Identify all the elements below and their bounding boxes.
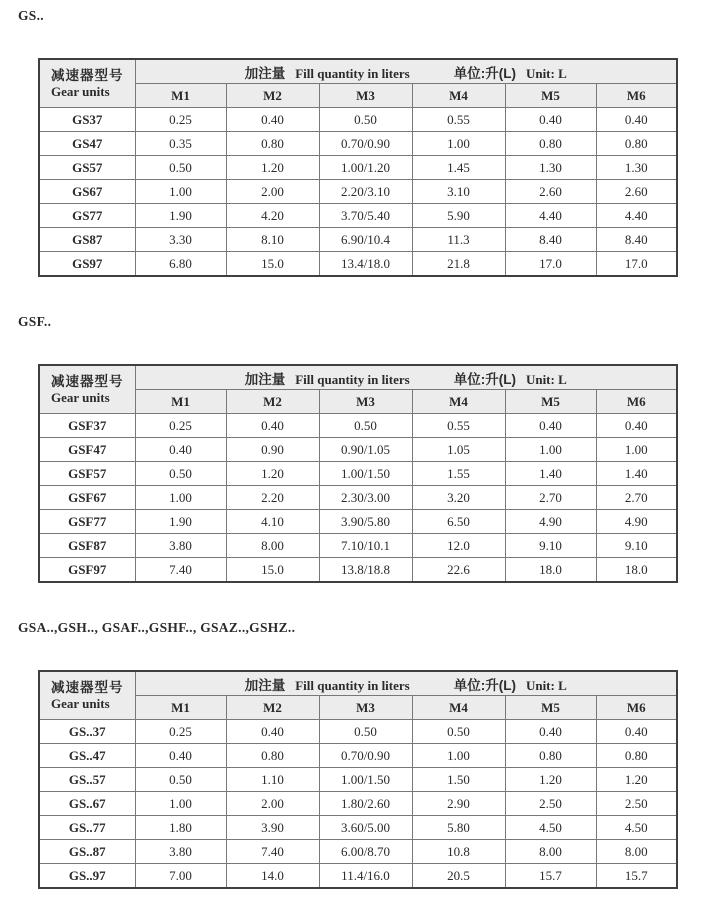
column-header-m3: M3 [319,84,412,108]
fill-value: 11.4/16.0 [319,864,412,889]
fill-value: 5.90 [412,204,505,228]
unit-label-en: Unit: L [525,371,567,387]
fill-value: 17.0 [596,252,677,277]
gear-units-label-cn: 减速器型号 [51,679,124,695]
table-header-row-1 [39,671,677,696]
fill-value: 2.70 [505,486,596,510]
fill-value: 0.70/0.90 [319,132,412,156]
column-header-m3: M3 [319,390,412,414]
model-name: GS..77 [39,816,135,840]
fill-value: 0.40 [596,720,677,744]
gear-units-header-cell [39,59,135,108]
fill-value: 0.40 [505,720,596,744]
fill-value: 21.8 [412,252,505,277]
fill-value: 0.40 [135,438,226,462]
fill-value: 22.6 [412,558,505,583]
model-name: GS87 [39,228,135,252]
gear-units-label-en: Gear units [51,83,110,99]
table-row [39,534,677,558]
gear-units-label-en: Gear units [51,389,110,405]
unit-label-en: Unit: L [525,677,567,693]
table-row [39,792,677,816]
fill-value: 1.05 [412,438,505,462]
column-header-m5: M5 [505,390,596,414]
fill-value: 10.8 [412,840,505,864]
fill-value: 1.45 [412,156,505,180]
fill-value: 0.80 [596,744,677,768]
fill-value: 5.80 [412,816,505,840]
fill-value: 18.0 [505,558,596,583]
column-header-m2: M2 [226,390,319,414]
fill-value: 15.7 [596,864,677,889]
table-row [39,744,677,768]
fill-value: 3.30 [135,228,226,252]
fill-value: 1.50 [412,768,505,792]
fill-value: 2.20 [226,486,319,510]
fill-value: 3.60/5.00 [319,816,412,840]
fill-value: 0.40 [596,108,677,132]
fill-value: 0.50 [135,462,226,486]
fill-value: 0.40 [596,414,677,438]
model-name: GS77 [39,204,135,228]
fill-quantity-header-cell [135,671,677,696]
fill-quantity-header-cell [135,59,677,84]
fill-value: 1.55 [412,462,505,486]
fill-value: 0.40 [226,720,319,744]
unit-label-en: Unit: L [525,65,567,81]
table-row [39,486,677,510]
fill-value: 2.20/3.10 [319,180,412,204]
table-header-row-1 [39,365,677,390]
fill-value: 1.90 [135,204,226,228]
fill-value: 8.00 [505,840,596,864]
fill-value: 7.40 [226,840,319,864]
fill-value: 0.50 [319,108,412,132]
fill-value: 20.5 [412,864,505,889]
gear-section [18,620,694,889]
fill-value: 0.80 [226,132,319,156]
fill-value: 18.0 [596,558,677,583]
fill-value: 1.40 [505,462,596,486]
column-header-m1: M1 [135,84,226,108]
table-row [39,438,677,462]
table-row [39,816,677,840]
fill-value: 0.90/1.05 [319,438,412,462]
fill-value: 2.70 [596,486,677,510]
fill-value: 0.55 [412,414,505,438]
fill-value: 1.00 [505,438,596,462]
fill-quantity-header-cell [135,365,677,390]
table-row [39,132,677,156]
model-name: GS57 [39,156,135,180]
column-header-m5: M5 [505,84,596,108]
fill-value: 1.20 [596,768,677,792]
table-row [39,228,677,252]
fill-value: 2.00 [226,792,319,816]
column-header-m2: M2 [226,84,319,108]
fill-value: 8.40 [505,228,596,252]
fill-value: 1.30 [596,156,677,180]
gear-units-label-cn: 减速器型号 [51,373,124,389]
fill-value: 8.40 [596,228,677,252]
column-header-m1: M1 [135,696,226,720]
fill-value: 12.0 [412,534,505,558]
column-header-row [39,696,677,720]
fill-value: 2.30/3.00 [319,486,412,510]
fill-value: 0.40 [226,108,319,132]
model-name: GS..67 [39,792,135,816]
fill-value: 1.80 [135,816,226,840]
fill-value: 4.50 [596,816,677,840]
fill-value: 8.00 [596,840,677,864]
document-page [18,8,694,889]
fill-value: 0.90 [226,438,319,462]
fill-value: 0.50 [135,156,226,180]
fill-value: 0.80 [505,132,596,156]
fill-value: 13.8/18.8 [319,558,412,583]
table-row [39,156,677,180]
model-name: GS37 [39,108,135,132]
section-title: GSA..,GSH.., GSAF..,GSHF.., GSAZ..,GSHZ.. [18,620,296,635]
fill-value: 1.00 [412,744,505,768]
fill-value: 1.80/2.60 [319,792,412,816]
fill-value: 3.80 [135,534,226,558]
fill-value: 15.0 [226,252,319,277]
fill-value: 4.20 [226,204,319,228]
model-name: GS..57 [39,768,135,792]
fill-value: 1.30 [505,156,596,180]
fill-value: 1.00 [135,180,226,204]
gear-units-header-cell [39,671,135,720]
fill-value: 6.00/8.70 [319,840,412,864]
fill-value: 13.4/18.0 [319,252,412,277]
table-row [39,204,677,228]
fill-value: 4.40 [505,204,596,228]
fill-value: 6.90/10.4 [319,228,412,252]
column-header-m4: M4 [412,696,505,720]
unit-label-cn: 单位:升(L) [453,65,516,81]
fill-quantity-table [38,364,678,583]
fill-value: 0.40 [135,744,226,768]
fill-value: 1.10 [226,768,319,792]
fill-value: 2.90 [412,792,505,816]
column-header-row [39,84,677,108]
fill-value: 4.90 [505,510,596,534]
table-row [39,864,677,889]
fill-value: 15.0 [226,558,319,583]
fill-value: 0.50 [412,720,505,744]
fill-value: 3.20 [412,486,505,510]
fill-value: 1.00 [135,792,226,816]
table-row [39,414,677,438]
fill-value: 2.50 [596,792,677,816]
fill-value: 0.40 [505,108,596,132]
model-name: GSF97 [39,558,135,583]
fill-quantity-label-en: Fill quantity in liters [295,371,410,387]
fill-value: 2.60 [596,180,677,204]
gear-units-label-cn: 减速器型号 [51,67,124,83]
fill-value: 8.00 [226,534,319,558]
column-header-m2: M2 [226,696,319,720]
fill-value: 0.50 [319,720,412,744]
gear-units-label-en: Gear units [51,695,110,711]
fill-value: 0.25 [135,108,226,132]
fill-value: 7.10/10.1 [319,534,412,558]
fill-value: 7.00 [135,864,226,889]
table-body [39,720,677,889]
fill-quantity-table [38,58,678,277]
model-name: GS..87 [39,840,135,864]
fill-value: 0.70/0.90 [319,744,412,768]
fill-quantity-label-cn: 加注量 [244,677,286,693]
table-body [39,414,677,583]
unit-label-cn: 单位:升(L) [453,371,516,387]
gear-section [18,314,694,583]
fill-value: 1.20 [505,768,596,792]
fill-value: 11.3 [412,228,505,252]
section-title: GSF.. [18,314,52,329]
fill-value: 3.80 [135,840,226,864]
fill-value: 0.80 [226,744,319,768]
fill-value: 1.00 [412,132,505,156]
column-header-m4: M4 [412,84,505,108]
column-header-m3: M3 [319,696,412,720]
fill-value: 14.0 [226,864,319,889]
fill-value: 17.0 [505,252,596,277]
fill-value: 0.80 [596,132,677,156]
fill-value: 9.10 [505,534,596,558]
model-name: GSF37 [39,414,135,438]
column-header-m5: M5 [505,696,596,720]
fill-value: 1.40 [596,462,677,486]
fill-value: 1.00/1.50 [319,768,412,792]
fill-value: 1.90 [135,510,226,534]
column-header-m6: M6 [596,84,677,108]
fill-value: 4.40 [596,204,677,228]
fill-value: 1.00 [135,486,226,510]
table-body [39,108,677,277]
model-name: GS47 [39,132,135,156]
table-row [39,558,677,583]
column-header-row [39,390,677,414]
fill-value: 0.25 [135,720,226,744]
fill-value: 0.40 [226,414,319,438]
unit-label-cn: 单位:升(L) [453,677,516,693]
sections [18,8,694,889]
model-name: GS67 [39,180,135,204]
model-name: GSF47 [39,438,135,462]
fill-value: 4.50 [505,816,596,840]
fill-value: 1.20 [226,462,319,486]
fill-value: 0.55 [412,108,505,132]
fill-value: 2.00 [226,180,319,204]
table-row [39,720,677,744]
gear-units-header-cell [39,365,135,414]
model-name: GS..37 [39,720,135,744]
model-name: GS..47 [39,744,135,768]
model-name: GS..97 [39,864,135,889]
fill-quantity-label-en: Fill quantity in liters [295,677,410,693]
column-header-m6: M6 [596,390,677,414]
model-name: GSF77 [39,510,135,534]
fill-value: 9.10 [596,534,677,558]
fill-value: 0.35 [135,132,226,156]
table-row [39,108,677,132]
fill-value: 3.90/5.80 [319,510,412,534]
model-name: GSF67 [39,486,135,510]
fill-value: 0.25 [135,414,226,438]
table-row [39,510,677,534]
fill-quantity-label-cn: 加注量 [244,371,286,387]
table-header-row-1 [39,59,677,84]
column-header-m4: M4 [412,390,505,414]
fill-value: 1.00/1.20 [319,156,412,180]
fill-value: 0.50 [319,414,412,438]
model-name: GSF87 [39,534,135,558]
fill-quantity-label-cn: 加注量 [244,65,286,81]
fill-value: 15.7 [505,864,596,889]
table-row [39,840,677,864]
gear-section [18,8,694,277]
fill-value: 8.10 [226,228,319,252]
model-name: GSF57 [39,462,135,486]
fill-value: 2.50 [505,792,596,816]
fill-value: 0.80 [505,744,596,768]
fill-value: 3.10 [412,180,505,204]
table-row [39,252,677,277]
fill-value: 4.90 [596,510,677,534]
column-header-m6: M6 [596,696,677,720]
table-row [39,768,677,792]
fill-value: 1.00/1.50 [319,462,412,486]
fill-quantity-table [38,670,678,889]
fill-value: 0.40 [505,414,596,438]
section-title: GS.. [18,8,44,23]
fill-value: 3.70/5.40 [319,204,412,228]
fill-value: 1.00 [596,438,677,462]
column-header-m1: M1 [135,390,226,414]
fill-value: 1.20 [226,156,319,180]
fill-value: 6.80 [135,252,226,277]
fill-quantity-label-en: Fill quantity in liters [295,65,410,81]
fill-value: 3.90 [226,816,319,840]
table-row [39,180,677,204]
fill-value: 7.40 [135,558,226,583]
fill-value: 4.10 [226,510,319,534]
model-name: GS97 [39,252,135,277]
fill-value: 2.60 [505,180,596,204]
fill-value: 0.50 [135,768,226,792]
table-row [39,462,677,486]
fill-value: 6.50 [412,510,505,534]
